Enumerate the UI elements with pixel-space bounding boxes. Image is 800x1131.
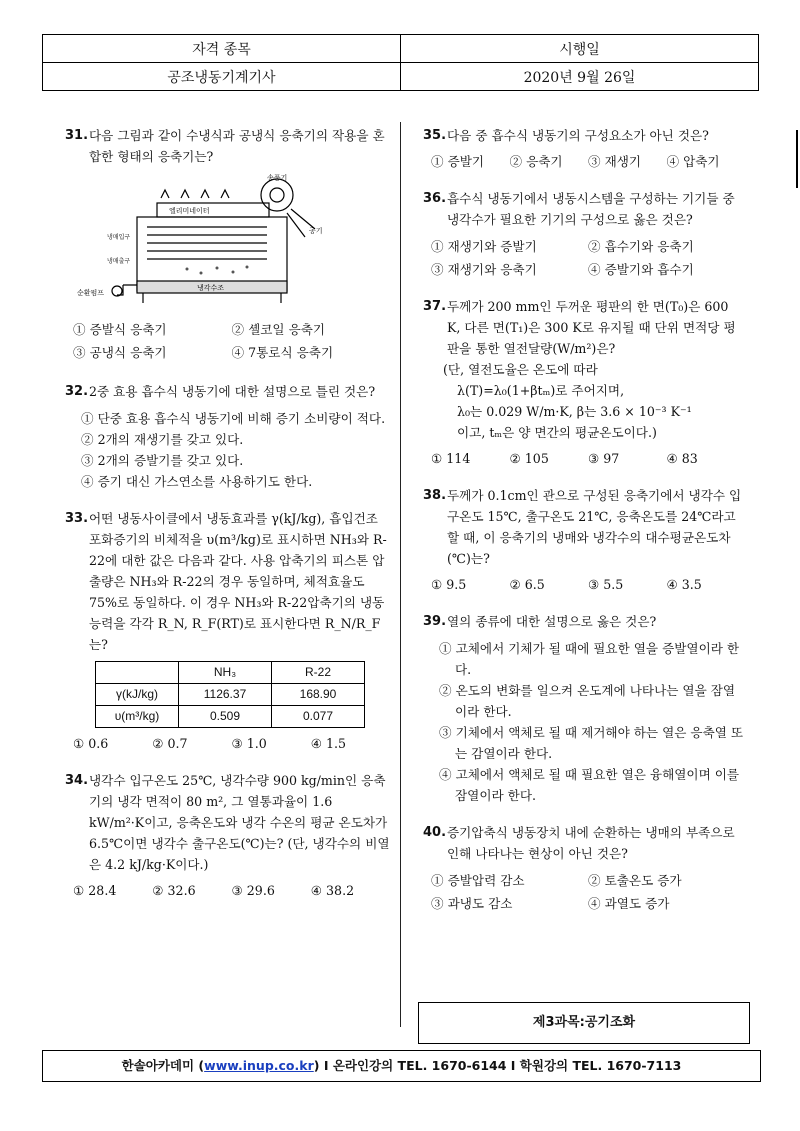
question-text: 흡수식 냉동기에서 냉동시스템을 구성하는 기기들 중 냉각수가 필요한 기기의 구성으로 옳은 것은? bbox=[447, 191, 735, 227]
option-1[interactable]: ① 증발기 bbox=[431, 154, 485, 169]
refrigerant-inlet-label: 냉매입구 bbox=[107, 234, 131, 241]
answer-options bbox=[73, 880, 390, 901]
question-number: 33. bbox=[65, 511, 89, 526]
answer-options bbox=[431, 448, 745, 469]
option-2[interactable]: ② 토출온도 증가 bbox=[588, 873, 682, 888]
option-1[interactable]: ① 고체에서 기체가 될 때에 필요한 열을 증발열이라 한다. bbox=[439, 641, 740, 677]
question-number: 36. bbox=[423, 191, 447, 206]
question-40 bbox=[423, 822, 745, 914]
air-label: 공기 bbox=[309, 227, 323, 235]
question-text: 어떤 냉동사이클에서 냉동효과를 γ(kJ/kg), 흡입건조 포화증기의 비체적을 υ(m³/kg)로 표시하면 NH₃와 R-22에 대한 값은 다음과 같다. 사용 압축기의 피스톤 압출량은 NH₃와 R-22의 경우 동일하며, 체적효율도 75%로 동일하다. 이 경우 NH₃와 R-22압축기의 냉동능력을 각각 R_N, R_F(RT)로 표시한다면 R_N/R_F는? bbox=[89, 511, 387, 652]
note-line: λ(T)=λ₀(1+βtₘ)로 주어지며, bbox=[457, 383, 625, 398]
question-33 bbox=[65, 508, 390, 754]
question-39 bbox=[423, 611, 745, 806]
option-2[interactable]: ② 흡수기와 응축기 bbox=[588, 239, 694, 254]
option-2[interactable]: ② 온도의 변화를 일으켜 온도계에 나타나는 열을 잠열이라 한다. bbox=[439, 683, 736, 719]
question-text: 다음 그림과 같이 수냉식과 공냉식 응축기의 작용을 혼합한 형태의 응축기는? bbox=[89, 128, 385, 164]
option-1[interactable]: ① 0.6 bbox=[73, 736, 109, 751]
question-text: 두께가 200 mm인 두꺼운 평판의 한 면(T₀)은 600 K, 다른 면(T₁)은 300 K로 유지될 때 단위 면적당 평판을 통한 열전달량(W/m²)은? bbox=[447, 299, 736, 356]
table-cell: 168.90 bbox=[272, 684, 365, 706]
option-3[interactable]: ③ 재생기 bbox=[588, 154, 642, 169]
option-2[interactable]: ② 2개의 재생기를 갖고 있다. bbox=[81, 432, 244, 447]
option-2[interactable]: ② 6.5 bbox=[509, 577, 545, 592]
question-number: 34. bbox=[65, 773, 89, 788]
option-4[interactable]: ④ 83 bbox=[666, 451, 698, 466]
subject-label: 자격 종목 bbox=[43, 35, 401, 63]
question-number: 38. bbox=[423, 488, 447, 503]
right-column bbox=[423, 125, 745, 914]
note-line: (단, 열전도율은 온도에 따라 bbox=[443, 362, 598, 377]
question-number: 35. bbox=[423, 128, 447, 143]
question-text: 열의 종류에 대한 설명으로 옳은 것은? bbox=[447, 614, 657, 629]
option-1[interactable]: ① 증발식 응축기 bbox=[73, 322, 167, 337]
footer-link[interactable]: www.inup.co.kr bbox=[204, 1058, 314, 1073]
question-34 bbox=[65, 770, 390, 901]
question-text: 증기압축식 냉동장치 내에 순환하는 냉매의 부족으로 인해 나타나는 현상이 아닌 것은? bbox=[447, 825, 735, 861]
option-2[interactable]: ② 32.6 bbox=[152, 883, 196, 898]
condenser-diagram bbox=[77, 173, 327, 313]
question-36 bbox=[423, 188, 745, 280]
option-4[interactable]: ④ 7통로식 응축기 bbox=[231, 345, 334, 360]
table-cell: υ(m³/kg) bbox=[96, 706, 179, 728]
option-1[interactable]: ① 재생기와 증발기 bbox=[431, 239, 537, 254]
question-number: 40. bbox=[423, 825, 447, 840]
margin-mark bbox=[796, 130, 798, 188]
option-1[interactable]: ① 단중 효용 흡수식 냉동기에 비해 증기 소비량이 적다. bbox=[81, 411, 386, 426]
answer-options bbox=[431, 151, 745, 172]
exam-header-table bbox=[42, 34, 759, 91]
option-4[interactable]: ④ 고체에서 액체로 될 때 필요한 열은 융해열이며 이를 잠열이라 한다. bbox=[439, 767, 740, 803]
option-3[interactable]: ③ 기체에서 액체로 될 때 제거해야 하는 열은 응축열 또는 감열이라 한다. bbox=[439, 725, 744, 761]
answer-options bbox=[431, 236, 745, 280]
refrigerant-table bbox=[95, 661, 365, 728]
question-number: 31. bbox=[65, 128, 89, 143]
option-2[interactable]: ② 셸코일 응축기 bbox=[231, 322, 326, 337]
question-31 bbox=[65, 125, 390, 363]
option-1[interactable]: ① 9.5 bbox=[431, 577, 467, 592]
question-number: 37. bbox=[423, 299, 447, 314]
table-cell: 0.077 bbox=[272, 706, 365, 728]
option-3[interactable]: ③ 5.5 bbox=[588, 577, 624, 592]
question-32 bbox=[65, 381, 390, 492]
option-1[interactable]: ① 114 bbox=[431, 451, 471, 466]
answer-options bbox=[73, 733, 390, 754]
question-number: 39. bbox=[423, 614, 447, 629]
table-cell: 0.509 bbox=[179, 706, 272, 728]
option-3[interactable]: ③ 과냉도 감소 bbox=[431, 896, 513, 911]
option-3[interactable]: ③ 29.6 bbox=[231, 883, 275, 898]
question-37 bbox=[423, 296, 745, 469]
footer-academy: 한솔아카데미 ( bbox=[121, 1058, 205, 1073]
question-number: 32. bbox=[65, 384, 89, 399]
option-4[interactable]: ④ 증기 대신 가스연소를 사용하기도 한다. bbox=[81, 474, 313, 489]
option-3[interactable]: ③ 97 bbox=[588, 451, 620, 466]
option-2[interactable]: ② 105 bbox=[509, 451, 549, 466]
table-cell: γ(kJ/kg) bbox=[96, 684, 179, 706]
date-label: 시행일 bbox=[401, 35, 759, 63]
option-3[interactable]: ③ 2개의 증발기를 갖고 있다. bbox=[81, 453, 244, 468]
tank-label: 냉각수조 bbox=[197, 284, 225, 292]
question-text: 냉각수 입구온도 25℃, 냉각수량 900 kg/min인 응축기의 냉각 면적이 80 m², 그 열통과율이 1.6 kW/m²·K이고, 응축온도와 냉각 수온의 평균 온도차가 6.5℃이면 냉각수 출구온도(℃)는? (단, 냉각수의 비열은 4.2 kJ/kg·K이다.) bbox=[89, 773, 390, 872]
option-2[interactable]: ② 0.7 bbox=[152, 736, 188, 751]
question-35 bbox=[423, 125, 745, 172]
refrigerant-outlet-label: 냉매출구 bbox=[107, 258, 131, 265]
subject-value: 공조냉동기계기사 bbox=[43, 63, 401, 91]
answer-options bbox=[73, 319, 390, 363]
option-3[interactable]: ③ 1.0 bbox=[231, 736, 267, 751]
date-value: 2020년 9월 26일 bbox=[401, 63, 759, 91]
option-1[interactable]: ① 28.4 bbox=[73, 883, 117, 898]
table-header-cell: NH₃ bbox=[179, 662, 272, 684]
option-4[interactable]: ④ 3.5 bbox=[666, 577, 702, 592]
pump-label: 순환펌프 bbox=[77, 289, 105, 297]
option-2[interactable]: ② 응축기 bbox=[509, 154, 563, 169]
note-line: 이고, tₘ은 양 면간의 평균온도이다.) bbox=[457, 425, 657, 440]
question-note bbox=[443, 359, 745, 443]
option-4[interactable]: ④ 1.5 bbox=[310, 736, 347, 751]
answer-options bbox=[431, 870, 745, 914]
option-4[interactable]: ④ 압축기 bbox=[666, 154, 720, 169]
table-cell: 1126.37 bbox=[179, 684, 272, 706]
option-3[interactable]: ③ 재생기와 응축기 bbox=[431, 262, 537, 277]
option-4[interactable]: ④ 38.2 bbox=[310, 883, 355, 898]
eliminator-label: 엘리미네이터 bbox=[169, 207, 210, 215]
table-header-cell bbox=[96, 662, 179, 684]
question-text: 2중 효용 흡수식 냉동기에 대한 설명으로 틀린 것은? bbox=[89, 384, 376, 399]
note-line: λ₀는 0.029 W/m·K, β는 3.6 × 10⁻³ K⁻¹ bbox=[457, 404, 692, 419]
section-title-box: 제3과목:공기조화 bbox=[418, 1002, 750, 1044]
question-text: 다음 중 흡수식 냉동기의 구성요소가 아닌 것은? bbox=[447, 128, 709, 143]
question-text: 두께가 0.1cm인 관으로 구성된 응축기에서 냉각수 입구온도 15℃, 출구온도 21℃, 응축온도를 24℃라고 할 때, 이 응축기의 냉매와 냉각수의 대수평균온도차(℃)는? bbox=[447, 488, 742, 566]
option-1[interactable]: ① 증발압력 감소 bbox=[431, 873, 525, 888]
option-3[interactable]: ③ 공냉식 응축기 bbox=[73, 345, 167, 360]
footer-bar bbox=[42, 1050, 761, 1082]
answer-options bbox=[431, 574, 745, 595]
table-header-cell: R-22 bbox=[272, 662, 365, 684]
option-4[interactable]: ④ 증발기와 흡수기 bbox=[588, 262, 694, 277]
left-column bbox=[65, 125, 390, 901]
column-divider bbox=[400, 122, 401, 1027]
footer-contact: ) I 온라인강의 TEL. 1670-6144 I 학원강의 TEL. 1670-7113 bbox=[313, 1058, 682, 1073]
question-38 bbox=[423, 485, 745, 595]
fan-label: 송풍기 bbox=[267, 174, 288, 182]
option-4[interactable]: ④ 과열도 증가 bbox=[588, 896, 670, 911]
